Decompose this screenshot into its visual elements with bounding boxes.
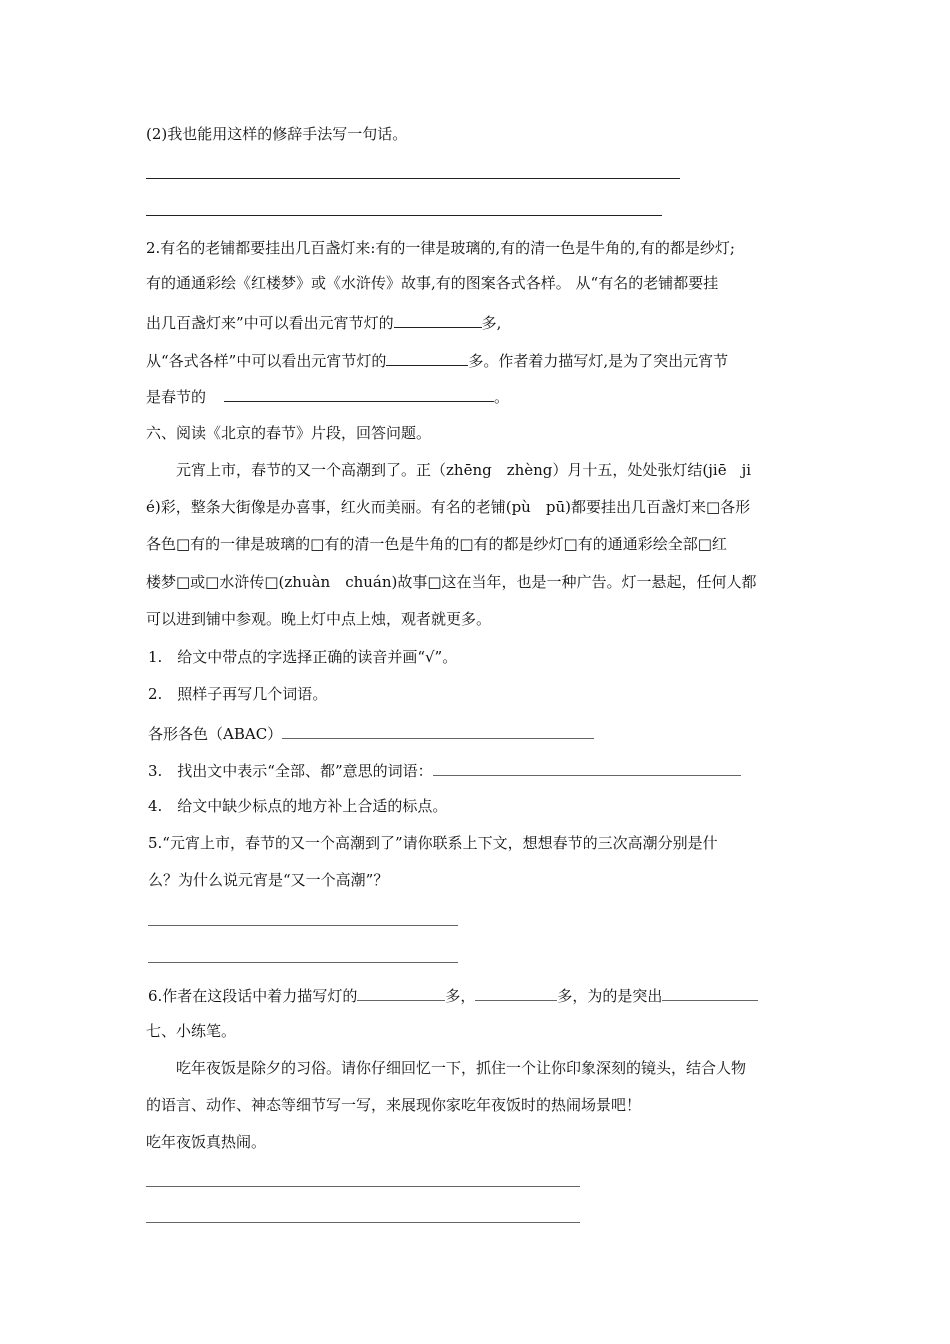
writing-line[interactable] xyxy=(146,1186,580,1187)
fill-blank[interactable] xyxy=(433,759,741,776)
question-6-text: 6.作者在这段话中着力描写灯的 xyxy=(148,987,358,1005)
example-label: 各形各色（ABAC） xyxy=(148,725,283,743)
fill-blank[interactable] xyxy=(386,349,468,366)
section-heading: 六、阅读《北京的春节》片段，回答问题。 xyxy=(146,424,432,442)
question-6 xyxy=(148,984,758,1006)
question-2: 2. 照样子再写几个词语。 xyxy=(148,685,328,703)
prompt-line: 吃年夜饭是除夕的习俗。请你仔细回忆一下，抓住一个让你印象深刻的镜头，结合人物 xyxy=(176,1059,747,1077)
paragraph-line xyxy=(146,311,501,333)
passage-line: 各色□有的一律是玻璃的□有的清一色是牛角的□有的都是纱灯□有的通通彩绘全部□红 xyxy=(146,535,727,553)
fill-blank[interactable] xyxy=(282,722,594,739)
fill-blank[interactable] xyxy=(475,984,557,1001)
paragraph-text: 出几百盏灯来”中可以看出元宵节灯的 xyxy=(146,314,394,332)
question-3 xyxy=(148,759,741,781)
paragraph-line xyxy=(146,385,509,407)
question-2-example xyxy=(148,722,594,744)
question-5-continued: 么？为什么说元宵是“又一个高潮”？ xyxy=(148,871,389,889)
paragraph-text: 从“各式各样”中可以看出元宵节灯的 xyxy=(146,352,387,370)
paragraph-line xyxy=(146,349,728,371)
paragraph-line: 有的通通彩绘《红楼梦》或《水浒传》故事,有的图案各式各样。 从“有名的老铺都要挂 xyxy=(146,274,719,292)
fill-blank[interactable] xyxy=(394,311,482,328)
passage-line: 可以进到铺中参观。晚上灯中点上烛，观者就更多。 xyxy=(146,610,492,628)
question-1: 1. 给文中带点的字选择正确的读音并画“√”。 xyxy=(148,648,458,666)
section-heading: 七、小练笔。 xyxy=(146,1022,237,1040)
passage-line: é)彩，整条大街像是办喜事，红火而美丽。有名的老铺(pù pū)都要挂出几百盏灯来□各形 xyxy=(146,498,751,516)
fill-blank[interactable] xyxy=(357,984,445,1001)
answer-line[interactable] xyxy=(148,925,458,926)
fill-blank[interactable] xyxy=(224,385,494,402)
paragraph-text: 是春节的 xyxy=(146,388,207,406)
question-2-prompt: (2)我也能用这样的修辞手法写一句话。 xyxy=(146,125,408,143)
question-6-text: 多，为的是突出 xyxy=(557,987,663,1005)
question-6-text: 多， xyxy=(445,987,476,1005)
question-4: 4. 给文中缺少标点的地方补上合适的标点。 xyxy=(148,797,448,815)
paragraph-text: 多, xyxy=(481,314,502,332)
prompt-line: 的语言、动作、神态等细节写一写，来展现你家吃年夜饭时的热闹场景吧！ xyxy=(146,1096,642,1114)
paragraph-line: 2.有名的老铺都要挂出几百盏灯来:有的一律是玻璃的,有的清一色是牛角的,有的都是纱灯; xyxy=(146,239,735,257)
writing-starter: 吃年夜饭真热闹。 xyxy=(146,1133,267,1151)
question-3-text: 3. 找出文中表示“全部、都”意思的词语： xyxy=(148,762,433,780)
paragraph-text: 多。作者着力描写灯,是为了突出元宵节 xyxy=(468,352,729,370)
answer-line[interactable] xyxy=(146,178,680,179)
paragraph-text: 。 xyxy=(494,388,510,406)
answer-line[interactable] xyxy=(148,962,458,963)
answer-line[interactable] xyxy=(146,215,662,216)
passage-line: 楼梦□或□水浒传□(zhuàn chuán)故事□这在当年，也是一种广告。灯一悬起，任何人都 xyxy=(146,573,757,591)
fill-blank[interactable] xyxy=(662,984,758,1001)
writing-line[interactable] xyxy=(146,1222,580,1223)
question-5: 5.“元宵上市，春节的又一个高潮到了”请你联系上下文，想想春节的三次高潮分别是什 xyxy=(148,834,718,852)
passage-line: 元宵上市，春节的又一个高潮到了。正（zhēng zhèng）月十五，处处张灯结(jiē ji xyxy=(176,461,752,479)
